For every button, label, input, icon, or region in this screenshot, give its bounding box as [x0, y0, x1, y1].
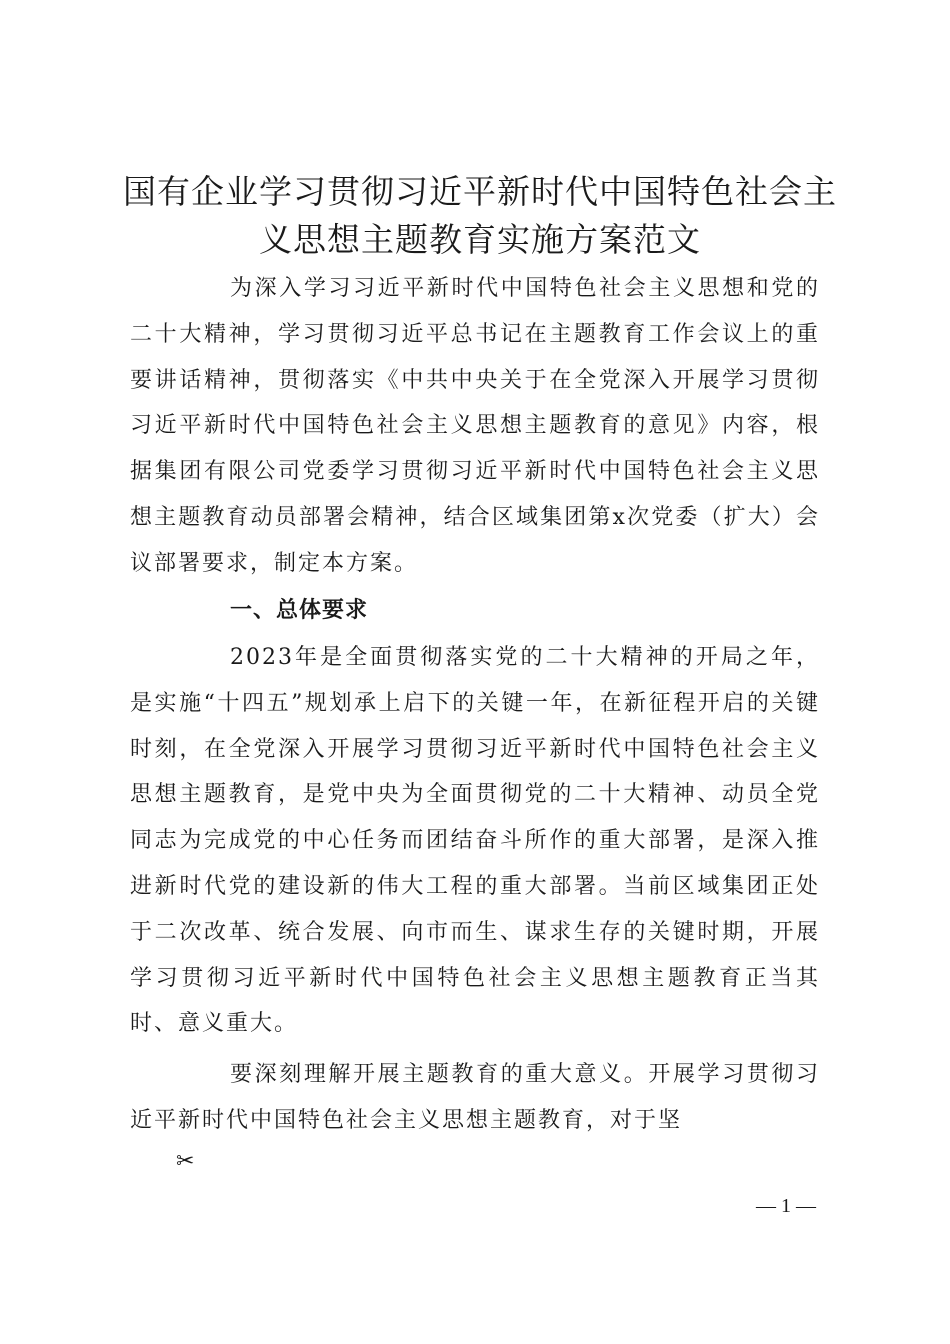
paragraph-general-requirements: 2023年是全面贯彻落实党的二十大精神的开局之年，是实施“十四五”规划承上启下的关键一年，在新征程开启的关键时刻，在全党深入开展学习贯彻习近平新时代中国特色社会主义思想主题教育，是党中央为全面贯彻党的二十大精神、动员全党同志为完成党的中心任务而团结奋斗所作的重大部署，是深入推进新时代党的建设新的伟大工程的重大部署。当前区域集团正处于二次改革、统合发展、向市而生、谋求生存的关键时期，开展学习贯彻习近平新时代中国特色社会主义思想主题教育正当其时、意义重大。 — [130, 645, 820, 1037]
section-heading-general-requirements: 一、总体要求 — [230, 598, 369, 623]
page-number: — 1 — — [756, 1195, 816, 1217]
paragraph-intro: 为深入学习习近平新时代中国特色社会主义思想和党的二十大精神，学习贯彻习近平总书记在主题教育工作会议上的重要讲话精神，贯彻落实《中共中央关于在全党深入开展学习贯彻习近平新时代中国特色社会主义思想主题教育的意见》内容，根据集团有限公司党委学习贯彻习近平新时代中国特色社会主义思想主题教育动员部署会精神，结合区域集团第x次党委（扩大）会议部署要求，制定本方案。 — [130, 276, 820, 576]
document-title: 国有企业学习贯彻习近平新时代中国特色社会主义思想主题教育实施方案范文 — [123, 172, 837, 259]
scissors-icon: ✂ — [176, 1149, 195, 1174]
paragraph-significance: 要深刻理解开展主题教育的重大意义。开展学习贯彻习近平新时代中国特色社会主义思想主题教育，对于坚 — [130, 1062, 820, 1133]
